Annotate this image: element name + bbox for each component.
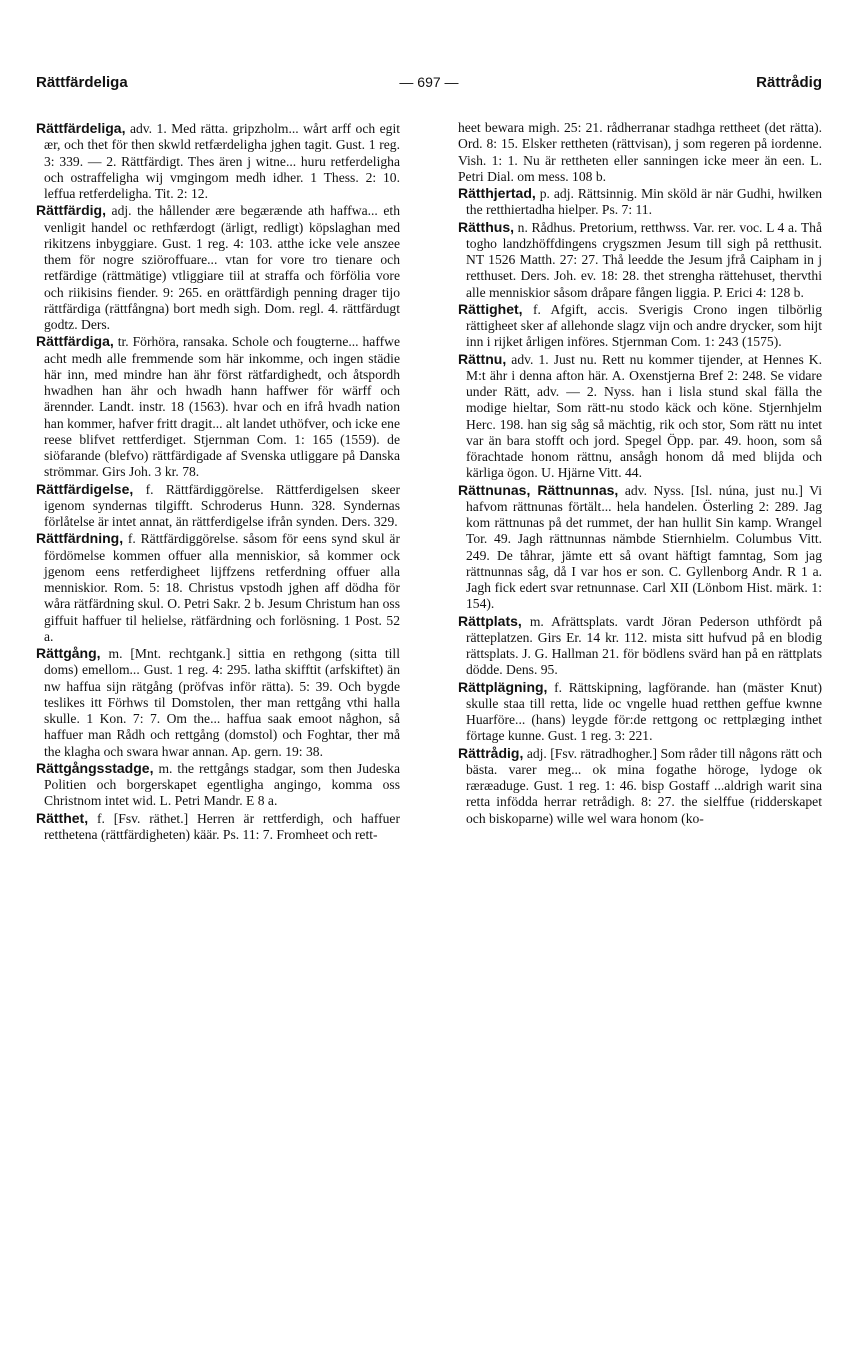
dictionary-entry (36, 760, 400, 810)
entry-definition: f. Rättfärdiggörelse. Rättferdigelsen skeer igenom syndernas tilgifft. Schroderus Hunn. 328. Syndernas förlåtelse är intet annat, än rättferdigelse ifrån synden. Ders. 329. (44, 481, 401, 529)
dictionary-entry (458, 351, 822, 482)
entry-headword: Rättnu, (458, 350, 507, 367)
entry-definition: adv. Nyss. [Isl. núna, just nu.] Vi hafvom rättnunas förtält... hela handelen. Österling 2: 289. Jag kom rättnunas på det rummet, der han hullit Sin kamp. Wrangel Tor. 49. Jagh rättnunnas nämbde Stiernhielm. Columbus Vitt. 249. De tåhrar, jämte ett så ovant häftigt famntag, Som jag rättnunnas såg, då I var hos er son. C. Gyllenborg Andr. R 1 a. Jagh fick edert svar retnunnase. Carl XII (Lönbom Hist. märk. 1: 154). (466, 482, 822, 612)
entry-definition: p. adj. Rättsinnig. Min sköld är när Gudhi, hwilken the retthiertadha hielper. Ps. 7: 11. (466, 186, 822, 218)
header-right-guideword: Rättrådig (756, 74, 822, 91)
entry-definition: adv. 1. Just nu. Rett nu kommer tijender, at Hennes K. M:t ähr i denna afton här. A. Oxenstjerna Bref 2: 248. Se vidare under Rätt, adv. — 2. Nyss. han i lisla stund skal fälla the modige hieltar, Som rätt-nu stodo käck och köne. Stjernhjelm Herc. 198. han sig såg så mächtig, rik och stor, Som rätt nu intet var än bara stofft och jord. Spegel Öpp. par. 49. hoon, som så förachtade honom rättnu, ansågh honom då med blijda och kärliga ögon. U. Hjärne Vitt. 44. (466, 351, 822, 481)
entry-headword: Rätthet, (36, 809, 89, 826)
entry-headword: Rättfärdeliga, (36, 120, 126, 136)
dictionary-entry (458, 613, 822, 679)
entry-headword: Rättgångsstadge, (36, 759, 154, 776)
entry-headword: Rättfärdiga, (36, 333, 114, 350)
entry-definition: adj. [Fsv. rätradhogher.] Som råder till någons rätt och bästa. varer meg... ok mina fogathe höroge, lydoge ok ræræaduge. Gust. 1 reg. 1: 46. bisp Gostaff ...aldrigh warit sina retta infödda herrar retrådigh. 8: 27. the sielffue (ridderskapet och biskoparne) wille wel wara honom (ko- (466, 745, 822, 826)
dictionary-entry (36, 481, 400, 531)
entry-headword: Rättfärdning, (36, 530, 124, 547)
entry-headword: Rättplägning, (458, 678, 548, 695)
entry-headword: Rättgång, (36, 645, 101, 661)
right-column (458, 120, 822, 827)
dictionary-entry (36, 530, 400, 645)
entry-definition: tr. Förhöra, ransaka. Schole och fougterne... haffwe acht medh alle fremmende som här inkomme, och ingen städie här inn, med mindre han ähr först rätfardighedt, och åtspordh hwadhen han ähr och hwadh hann haffwer för wärff och ärennder. Landt. instr. 18 (1563). hvar och en ifrå hvadh nation han kommer, hafver fritt dragit... alt landet uthöfver, och icke ene reese blifvet rettferdiget. Stjernman Com. 1: 165 (1559). de siöfarande (blefvo) rättfärdigade af Svenska utliggare på Danska strömmar. Girs Joh. 3 kr. 78. (44, 334, 400, 480)
dictionary-entry (458, 301, 822, 351)
dictionary-entry (458, 219, 822, 301)
entry-headword: Rättfärdigelse, (36, 480, 134, 497)
left-column (36, 120, 400, 843)
dictionary-entry (458, 482, 822, 613)
entry-definition: m. [Mnt. rechtgank.] sittia en rethgong (sitta till doms) emellom... Gust. 1 reg. 4: 295. latha skifftit (arfskiftet) än nw haffua sijn rätgång (pröfvas inför rätta). 5: 39. Och bygde teslikes itt Förhws til Domstolen, ther man rettgång vthi halla skulle. 1 Kon. 7: 7. Om the... haffua saak emoot någhon, så haffuer man Rådh och rettgång (domstol) och Foghtar, ther må the klagha och swara hwar annan. Ap. gern. 19: 38. (44, 646, 400, 759)
dictionary-entry (36, 810, 400, 844)
entry-definition: adv. 1. Med rätta. gripzholm... wårt arff och egit ær, och thet för then skwld retfærdeligha jghen tagit. Gust. 1 reg. 3: 339. — 2. Rättfärdigt. Thes ären j witne... huru retferdeligha och ostraffeligha wij vmgingom medh idher. 1 Thess. 2: 10. leffua retferdeligha. Tit. 2: 12. (44, 121, 401, 201)
entry-headword: Rättighet, (458, 300, 523, 317)
entry-definition: f. Afgift, accis. Sverigis Crono ingen tilbörlig rättigheet sker af allehonde slagz vijn och andre drycker, som hijt inn i rijket årligen införes. Stjernman Com. 1: 243 (1575). (466, 301, 823, 350)
dictionary-entry (36, 202, 400, 333)
dictionary-entry (36, 333, 400, 480)
entry-headword: Rätthjertad, (458, 185, 536, 201)
dictionary-entry (458, 120, 822, 185)
entry-definition: m. Afrättsplats. vardt Jöran Pederson uthfördt på rätteplatzen. Girs Er. 14 kr. 112. mista sitt hufvud på en blodig rättsplats. J. G. Hallman 21. för bödlens svärd han på en rättplats dödde. Dens. 95. (466, 613, 822, 678)
entry-definition: n. Rådhus. Pretorium, retthwss. Var. rer. voc. L 4 a. Thå togho landzhöffdingens crygszmen Jesum till sigh på retthusit. NT 1526 Matth. 27: 27. Thå leedde the Jesum jfrå Caipham in j retthuset. Ders. Joh. ev. 18: 28. thet strengha rättehuset, thervthi alle menniskior såsom dråpare fången liggia. P. Erici 4: 128 b. (466, 219, 822, 300)
entry-headword: Rättnunas, Rättnunnas, (458, 481, 619, 498)
entry-definition: f. Rättfärdiggörelse. såsom för eens synd skul är fördömelse kommen offuer alla menniskior, så kommer ock jgenom eens retferdigheet lijffzens retferdning offuer alla menniskior. Rom. 5: 18. Christus vpstodh jghen aff dödha för wåra rätfärdning skul. O. Petri Sakr. 2 b. Jesum Christum han oss giffuit haffuer til helielse, rätfärdning och forlösning. 1 Post. 52 a. (44, 531, 400, 644)
dictionary-entry (458, 745, 822, 827)
page-header (36, 74, 822, 100)
dictionary-entry (36, 120, 400, 202)
entry-definition: adj. the hållender ære begærænde ath haffwa... eth venligit handel oc rethfærdogt (ärligt, redligt) köpslaghan med rikitzens inbyggiare. Gust. 1 reg. 4: 103. atthe icke vele anszee them för nogre sziöroffuare... vtan for vore tro tienare och retfärdige (rättmätige) vtliggiare tiil at straffa och förfölia vore och riikisins fiender. 9: 265. en orättfärdigh penning drager tijo rättfärdiga (rättfångna) bort medh sigh. Dom. regl. 4. rättfärdugt godtz. Ders. (44, 203, 400, 332)
entry-headword: Rätthus, (458, 218, 514, 235)
entry-headword: Rättplats, (458, 612, 522, 629)
page-number: — 697 — (399, 74, 459, 90)
entry-definition: heet bewara migh. 25: 21. rådherranar stadhga rettheet (det rätta). Ord. 8: 15. Elsker rettheten (rättvisan), j som regeren på iordenne. Vish. 1: 1. Nu är rettheten eller sanningen icke meer än een. L. Petri Dial. om mess. 108 b. (458, 120, 822, 184)
entry-definition: m. the rettgångs stadgar, som then Judeska Politien och borgerskapet egentligha angingo, komma oss Christnom intet wid. L. Petri Mandr. E 8 a. (44, 760, 401, 809)
header-left-guideword: Rättfärdeliga (36, 74, 128, 91)
dictionary-entry (458, 185, 822, 219)
entry-headword: Rättfärdig, (36, 202, 106, 219)
dictionary-entry (36, 645, 400, 760)
entry-headword: Rättrådig, (458, 744, 524, 761)
entry-definition: f. Rättskipning, lagförande. han (mäster Knut) skulle staa till retta, lide oc vngelle huad retthen geffue kwnne Huarföre... (hans) leygde för:de rettgong oc rettplæging inthet förtage kunne. Gust. 1 reg. 3: 221. (466, 679, 822, 744)
entry-definition: f. [Fsv. räthet.] Herren är rettferdigh, och haffuer retthetena (rättfärdigheten) käär. Ps. 11: 7. Fromheet och rett- (44, 810, 400, 842)
dictionary-entry (458, 679, 822, 745)
